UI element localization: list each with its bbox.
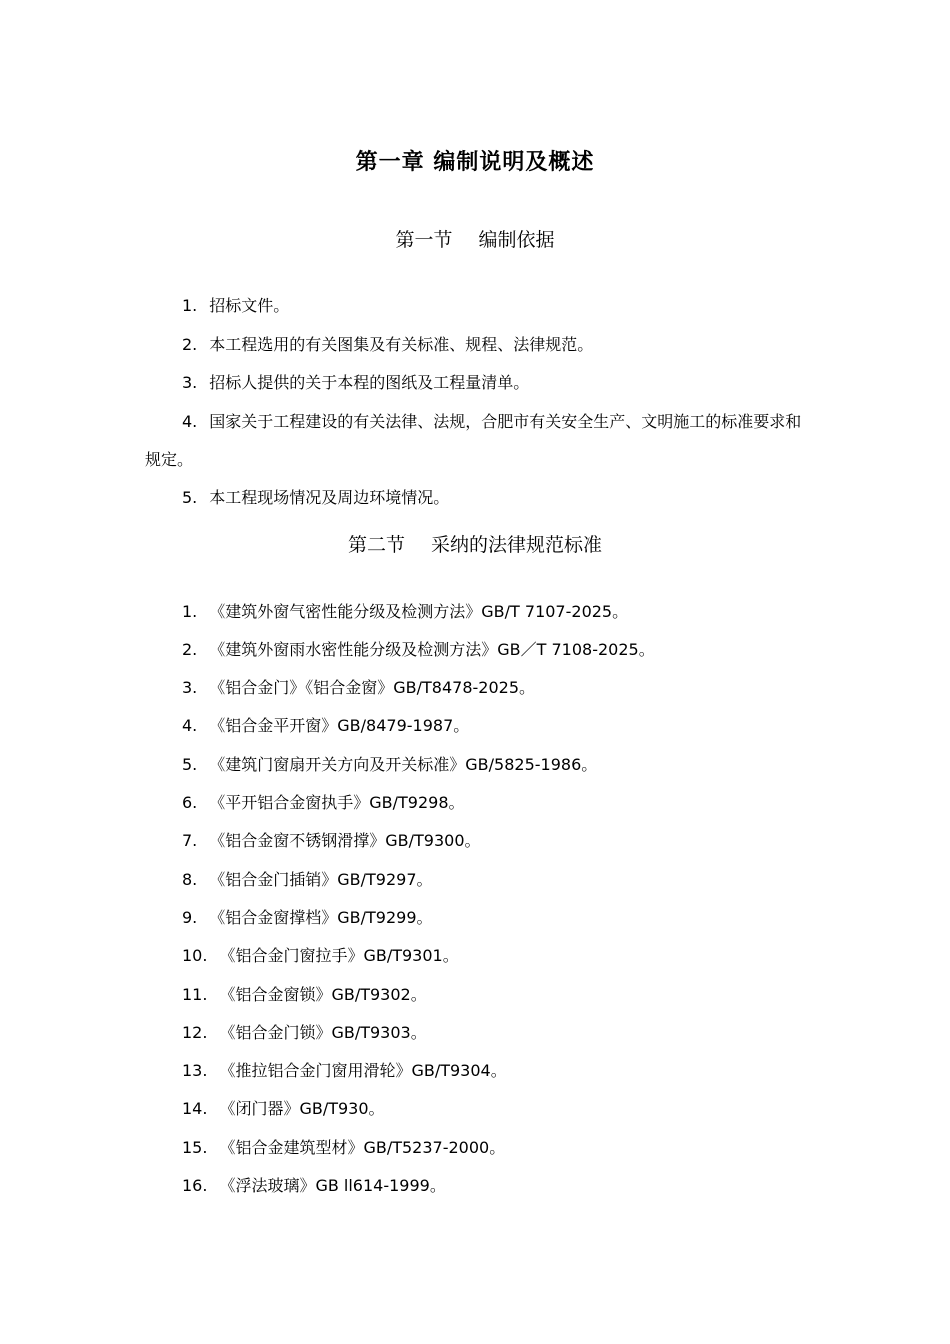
list-item [145, 287, 810, 325]
list-item [145, 784, 810, 822]
item-number: 3. [182, 678, 198, 697]
list-item [145, 1014, 810, 1052]
item-number: 8. [182, 870, 198, 889]
item-number: 1. [182, 296, 198, 315]
list-item [145, 899, 810, 937]
item-number: 6. [182, 793, 198, 812]
list-item [145, 479, 810, 517]
list-item [145, 669, 810, 707]
item-number: 11. [182, 985, 208, 1004]
item-number: 2. [182, 640, 198, 659]
item-text: 招标人提供的关于本程的图纸及工程量清单。 [209, 373, 530, 392]
item-text: 《铝合金窗不锈钢滑撑》GB/T9300。 [209, 831, 481, 850]
list-item [145, 822, 810, 860]
list-item [145, 364, 810, 402]
item-text: 《铝合金门窗拉手》GB/T9301。 [219, 946, 459, 965]
list-item [145, 1167, 810, 1205]
item-text: 《铝合金门插销》GB/T9297。 [209, 870, 433, 889]
item-text: 本工程现场情况及周边环境情况。 [209, 488, 450, 507]
item-number: 4. [182, 716, 198, 735]
item-text: 《铝合金建筑型材》GB/T5237-2000。 [219, 1138, 506, 1157]
list-item [145, 861, 810, 899]
list-item [145, 707, 810, 745]
item-number: 3. [182, 373, 198, 392]
item-number: 4. [182, 412, 198, 431]
list-item [145, 976, 810, 1014]
item-text: 《推拉铝合金门窗用滑轮》GB/T9304。 [219, 1061, 507, 1080]
item-number: 2. [182, 335, 198, 354]
item-text: 国家关于工程建设的有关法律、法规，合肥市有关安全生产、文明施工的标准要求和规定。 [145, 412, 802, 469]
list-item [145, 1052, 810, 1090]
item-number: 12. [182, 1023, 208, 1042]
list-item [145, 1090, 810, 1128]
item-text: 《铝合金门》《铝合金窗》GB/T8478-2025。 [209, 678, 536, 697]
section-number: 第二节 [347, 534, 405, 556]
item-number: 7. [182, 831, 198, 850]
list-item [145, 1129, 810, 1167]
section-heading: 编制依据 [478, 229, 555, 251]
chapter-title: 第一章 编制说明及概述 [355, 150, 595, 175]
section-heading: 采纳的法律规范标准 [431, 534, 603, 556]
item-number: 15. [182, 1138, 208, 1157]
item-text: 《铝合金平开窗》GB/8479-1987。 [209, 716, 470, 735]
item-text: 《闭门器》GB/T930。 [219, 1099, 385, 1118]
item-number: 1. [182, 602, 198, 621]
list-item [145, 937, 810, 975]
section-number: 第一节 [395, 229, 453, 251]
item-number: 5. [182, 755, 198, 774]
item-number: 5. [182, 488, 198, 507]
item-number: 14. [182, 1099, 208, 1118]
section-title-2 [0, 532, 950, 558]
item-text: 《建筑门窗扇开关方向及开关标准》GB/5825-1986。 [209, 755, 598, 774]
item-text: 招标文件。 [209, 296, 290, 315]
item-text: 《建筑外窗气密性能分级及检测方法》GB/T 7107-2025。 [209, 602, 629, 621]
item-number: 10. [182, 946, 208, 965]
list-item [145, 631, 810, 669]
list-item [145, 326, 810, 364]
item-text: 《建筑外窗雨水密性能分级及检测方法》GB／T 7108-2025。 [209, 640, 655, 659]
item-text: 《平开铝合金窗执手》GB/T9298。 [209, 793, 465, 812]
item-text: 本工程选用的有关图集及有关标准、规程、法律规范。 [209, 335, 594, 354]
item-number: 13. [182, 1061, 208, 1080]
item-text: 《铝合金窗锁》GB/T9302。 [219, 985, 427, 1004]
item-text: 《铝合金门锁》GB/T9303。 [219, 1023, 427, 1042]
section-title-1 [0, 227, 950, 253]
item-text: 《铝合金窗撑档》GB/T9299。 [209, 908, 433, 927]
item-text: 《浮法玻璃》GB ll614-1999。 [219, 1176, 446, 1195]
list-item [145, 746, 810, 784]
list-item [145, 403, 810, 479]
list-item [145, 593, 810, 631]
item-number: 9. [182, 908, 198, 927]
item-number: 16. [182, 1176, 208, 1195]
